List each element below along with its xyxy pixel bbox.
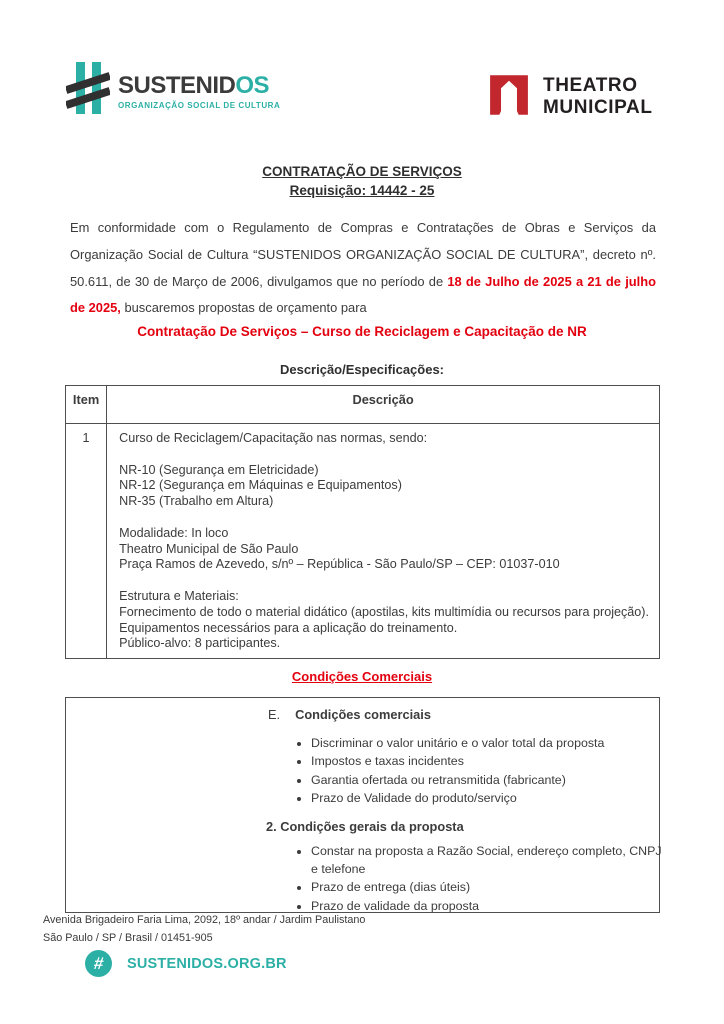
theatro-line2: MUNICIPAL <box>543 97 653 118</box>
commercial-conditions-heading: Condições Comerciais <box>291 669 433 684</box>
intro-text-before: Em conformidade com o Regulamento de Compras e Contratações de Obras e Serviços da Organização Social de Cultura “SUSTENIDOS ORGANIZAÇÃO SOCIAL DE CULTURA”, decreto nº. 50.611, de 30 de Março de 2006, divulgamos que no período de <box>70 220 656 289</box>
theatro-line1: THEATRO <box>543 75 638 96</box>
footer-address <box>43 912 365 947</box>
intro-paragraph <box>70 215 656 322</box>
theatro-arch-icon <box>488 70 530 120</box>
description-line: NR-35 (Trabalho em Altura) <box>119 494 274 509</box>
document-title-line1: CONTRATAÇÃO DE SERVIÇOS <box>262 164 462 179</box>
spec-table <box>65 385 660 659</box>
description-line: Estrutura e Materiais: <box>119 588 239 603</box>
description-line <box>119 447 649 463</box>
item-description-cell <box>107 424 660 659</box>
bullet-item: • Impostos e taxas incidentes <box>311 752 663 770</box>
bullet-item: • Prazo de validade da proposta <box>311 897 663 915</box>
table-row <box>66 424 660 659</box>
footer-address-line1: Avenida Brigadeiro Faria Lima, 2092, 18º andar / Jardim Paulistano <box>43 914 366 926</box>
sustenidos-name: SUSTENIDOS <box>118 72 270 99</box>
table-header-item: Item <box>66 386 107 424</box>
footer-site-logo <box>85 950 287 977</box>
spec-heading: Descrição/Especificações: <box>279 362 445 377</box>
sustenidos-logo-text <box>118 60 280 116</box>
description-line: NR-12 (Segurança em Máquinas e Equipamentos) <box>119 478 402 493</box>
footer-address-line2: São Paulo / SP / Brasil / 01451-905 <box>43 931 213 944</box>
bullet-item: • Prazo de entrega (dias úteis) <box>311 878 663 896</box>
description-line: Fornecimento de todo o material didático (apostilas, kits multimídia ou recursos para projeção). <box>119 604 649 619</box>
bullet-item: • Prazo de Validade do produto/serviço <box>311 789 663 807</box>
description-line: NR-10 (Segurança em Eletricidade) <box>119 462 319 477</box>
sustenidos-logo <box>66 60 280 116</box>
hashtag-icon <box>66 60 110 116</box>
table-header-descricao: Descrição <box>107 386 660 424</box>
description-line: Equipamentos necessários para a aplicação do treinamento. <box>119 620 458 635</box>
bullet-item: • Garantia ofertada ou retransmitida (fabricante) <box>311 771 663 789</box>
description-line: Modalidade: In loco <box>119 525 229 540</box>
section-e-bullet-list <box>66 734 666 808</box>
requisition-number: Requisição: 14442 - 25 <box>289 183 435 198</box>
section-e-label: E. <box>268 707 281 722</box>
description-line <box>119 510 649 526</box>
description-line: Público-alvo: 8 participantes. <box>119 636 281 651</box>
description-line: Praça Ramos de Azevedo, s/nº – República - São Paulo/SP – CEP: 01037-010 <box>119 557 560 572</box>
description-line <box>119 573 649 589</box>
hashtag-circle-icon: # <box>85 950 112 977</box>
sustenidos-tagline: ORGANIZAÇÃO SOCIAL DE CULTURA <box>118 101 281 110</box>
bullet-item: • Discriminar o valor unitário e o valor total da proposta <box>311 734 663 752</box>
section-e-title: Condições comerciais <box>295 707 431 722</box>
section-e-heading <box>66 698 659 722</box>
table-header-row <box>66 386 660 424</box>
quotation-period-highlight: 18 de Julho de 2025 a 21 de julho de 2025, <box>70 273 656 316</box>
item-number-cell: 1 <box>66 424 107 659</box>
bullet-item: • Constar na proposta a Razão Social, endereço completo, CNPJ e telefone <box>311 842 663 879</box>
document-title <box>0 162 724 200</box>
footer-site-url: SUSTENIDOS.ORG.BR <box>127 955 287 972</box>
description-line: Theatro Municipal de São Paulo <box>119 541 299 556</box>
section-2-bullet-list <box>66 842 666 916</box>
theatro-municipal-logo <box>488 70 653 120</box>
section-2-title: 2. Condições gerais da proposta <box>266 818 464 834</box>
intro-text-after: buscaremos propostas de orçamento para <box>120 300 367 316</box>
service-heading: Contratação De Serviços – Curso de Reciclagem e Capacitação de NR <box>137 324 587 339</box>
description-line: Curso de Reciclagem/Capacitação nas normas, sendo: <box>119 431 428 445</box>
commercial-conditions-box <box>65 697 660 913</box>
theatro-logo-text <box>543 70 653 119</box>
